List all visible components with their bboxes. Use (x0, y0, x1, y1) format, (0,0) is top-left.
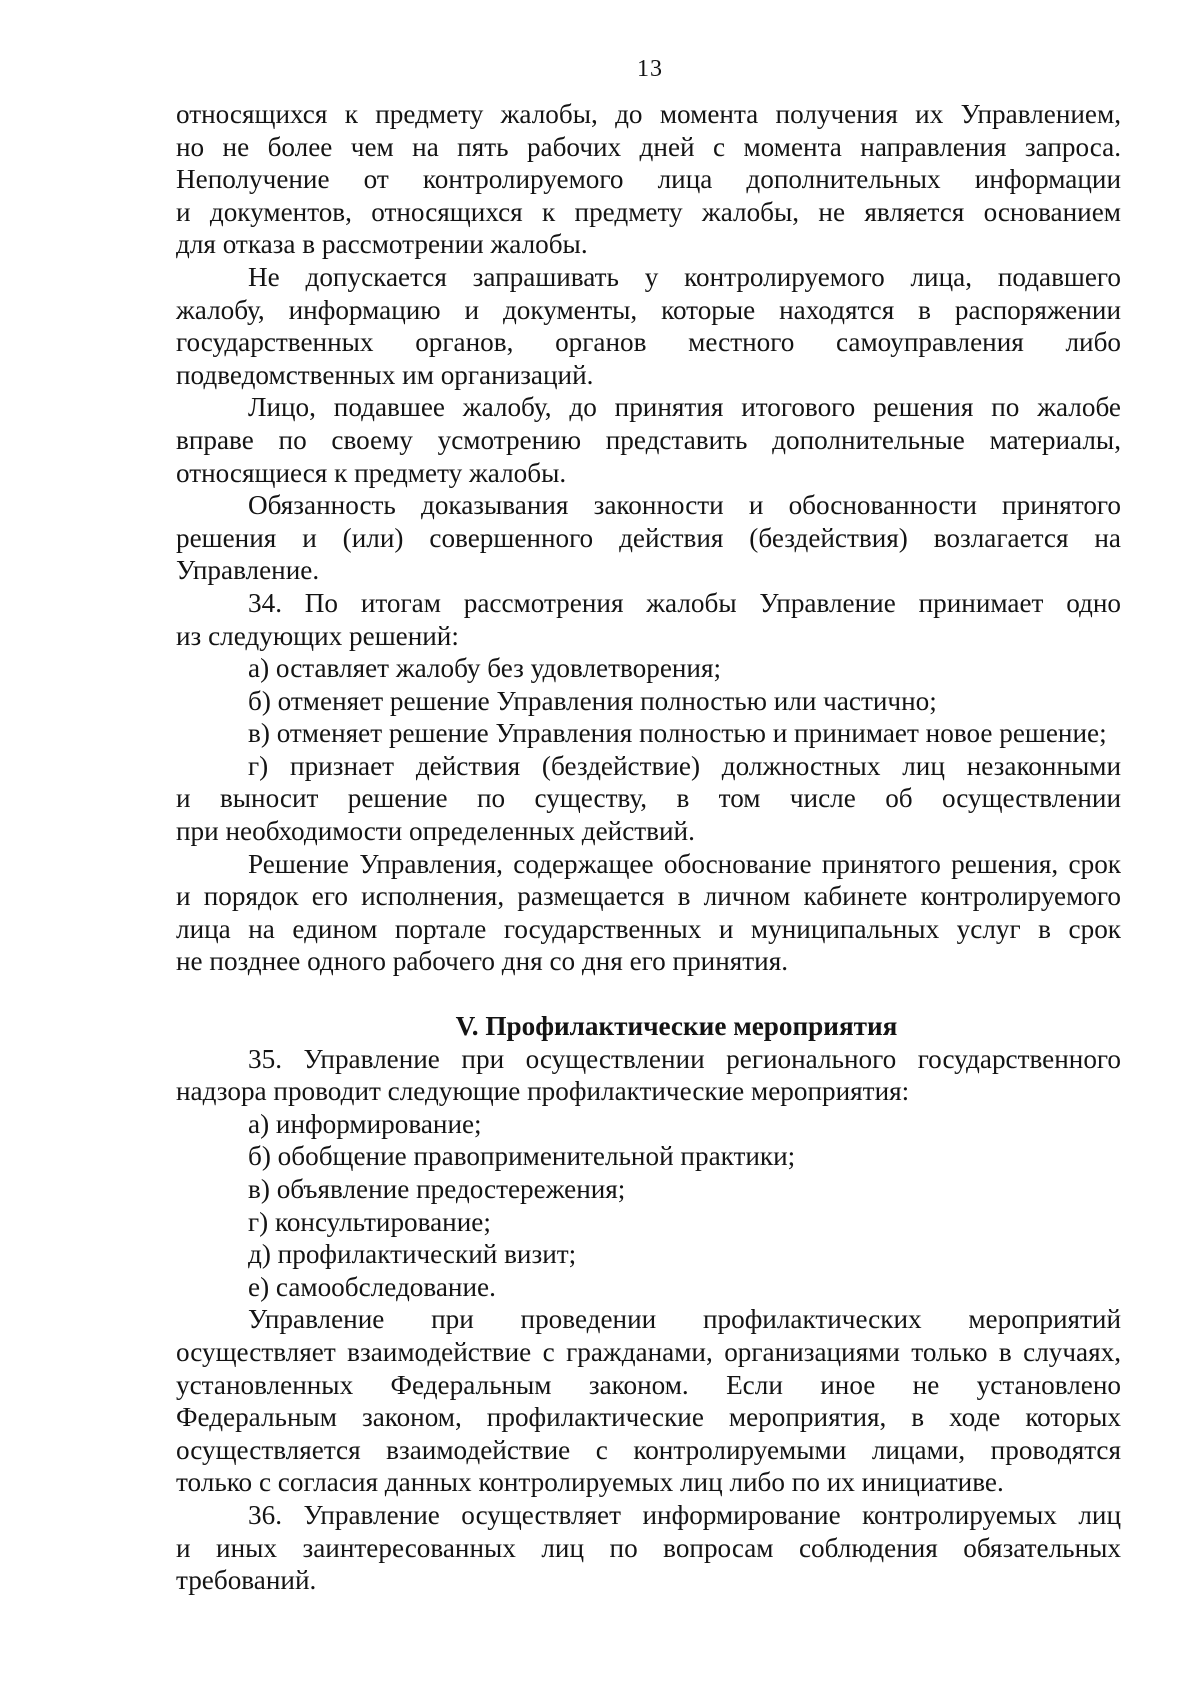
text-line: и порядок его исполнения, размещается в личном кабинете контролируемого (176, 881, 1121, 912)
list-item: а) информирование; (248, 1108, 482, 1139)
text-line: требований. (176, 1565, 317, 1596)
text-line: и документов, относящихся к предмету жалобы, не является основанием (176, 196, 1121, 227)
text-line: 34. По итогам рассмотрения жалобы Управление принимает одно (248, 587, 1121, 618)
page-number: 13 (637, 56, 663, 82)
list-item: б) отменяет решение Управления полностью или частично; (248, 685, 937, 716)
list-item: г) признает действия (бездействие) должностных лиц незаконными (248, 750, 1121, 781)
list-item: б) обобщение правоприменительной практики; (248, 1141, 796, 1172)
text-line: но не более чем на пять рабочих дней с момента направления запроса. (176, 131, 1121, 162)
text-line: не позднее одного рабочего дня со дня его принятия. (176, 946, 788, 977)
list-item: в) объявление предостережения; (248, 1174, 626, 1204)
text-line: Неполучение от контролируемого лица дополнительных информации (176, 164, 1121, 195)
text-line: при необходимости определенных действий. (176, 816, 695, 847)
text-line: и выносит решение по существу, в том числе об осуществлении (176, 783, 1121, 814)
text-line: осуществляет взаимодействие с гражданами, организациями только в случаях, (176, 1336, 1121, 1367)
text-line: надзора проводит следующие профилактические мероприятия: (176, 1076, 910, 1107)
text-line: вправе по своему усмотрению представить дополнительные материалы, (176, 424, 1121, 455)
text-line: Федеральным законом, профилактические мероприятия, в ходе которых (176, 1402, 1121, 1433)
text-line: Решение Управления, содержащее обоснование принятого решения, срок (248, 848, 1121, 879)
text-line: относящихся к предмету жалобы, до момента получения их Управлением, (176, 99, 1121, 129)
text-line: для отказа в рассмотрении жалобы. (176, 229, 588, 260)
text-line: только с согласия данных контролируемых лиц либо по их инициативе. (176, 1467, 1004, 1498)
text-line: Не допускается запрашивать у контролируемого лица, подавшего (248, 261, 1121, 292)
text-line: государственных органов, органов местного самоуправления либо (176, 327, 1121, 358)
text-line: решения и (или) совершенного действия (бездействия) возлагается на Управление. (176, 522, 1121, 586)
text-line: и иных заинтересованных лиц по вопросам соблюдения обязательных (176, 1532, 1121, 1563)
text-line: 36. Управление осуществляет информирование контролируемых лиц (248, 1499, 1121, 1530)
document-body (176, 98, 1121, 1597)
list-item: а) оставляет жалобу без удовлетворения; (248, 653, 722, 684)
text-line: установленных Федеральным законом. Если иное не установлено (176, 1369, 1121, 1400)
list-item: д) профилактический визит; (248, 1239, 577, 1270)
list-item: г) консультирование; (248, 1206, 491, 1237)
text-line: Лицо, подавшее жалобу, до принятия итогового решения по жалобе (248, 392, 1121, 423)
text-line: лица на едином портале государственных и муниципальных услуг в срок (176, 913, 1121, 944)
text-line: подведомственных им организаций. (176, 359, 594, 390)
list-item: в) отменяет решение Управления полностью и принимает новое решение; (248, 718, 1107, 749)
text-line: жалобу, информацию и документы, которые находятся в распоряжении (176, 294, 1121, 325)
text-line: из следующих решений: (176, 620, 459, 651)
text-line: 35. Управление при осуществлении регионального государственного (248, 1043, 1121, 1074)
list-item: е) самообследование. (248, 1271, 496, 1302)
text-line: Управление при проведении профилактических мероприятий (248, 1304, 1121, 1335)
text-line: осуществляется взаимодействие с контролируемыми лицами, проводятся (176, 1434, 1121, 1465)
text-line: относящиеся к предмету жалобы. (176, 457, 567, 488)
text-line: Обязанность доказывания законности и обоснованности принятого (248, 490, 1121, 521)
section-title: V. Профилактические мероприятия (455, 1011, 898, 1042)
